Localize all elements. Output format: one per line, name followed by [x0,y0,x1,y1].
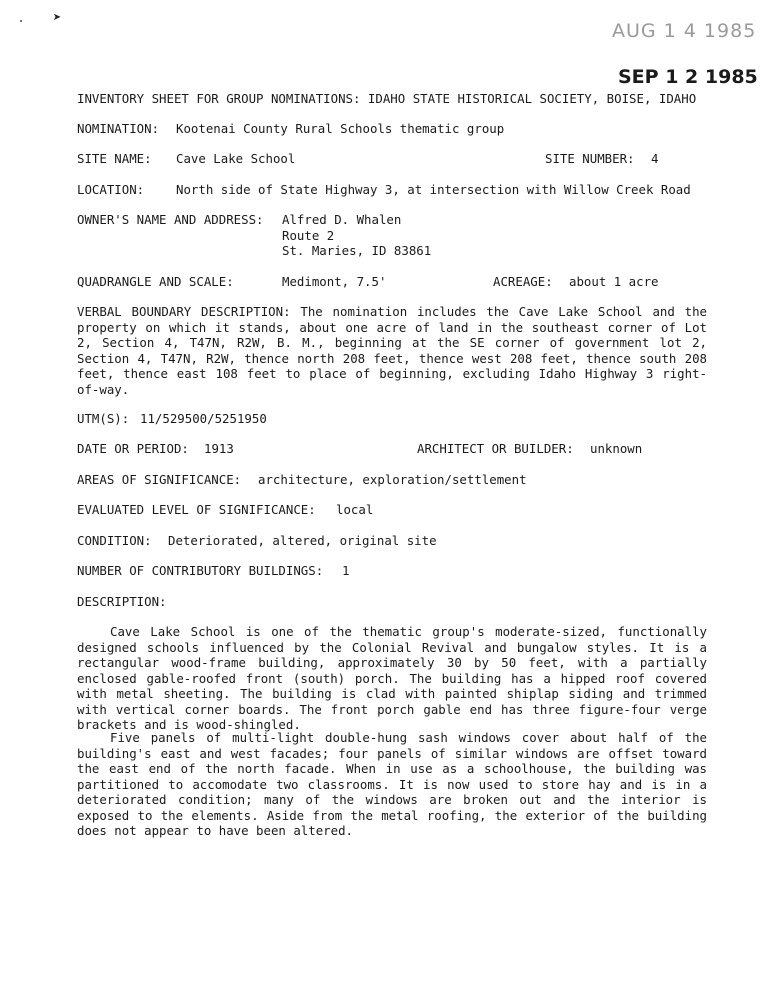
buildings-value: 1 [342,563,350,578]
condition-value: Deteriorated, altered, original site [168,533,437,548]
site-number-value: 4 [651,151,659,166]
boundary-text: The nomination includes the Cave Lake School and the property on which it stands, about one acre of land in the southeast corner of Lot 2, Section 4, T47N, R2W, B. M., beginning at the SE corner of government lot 2, Section 4, T47N, R2W, thence north 208 feet, thence west 208 feet, thence south 208 feet, thence east 108 feet to place of beginning, excluding Idaho Highway 3 right-of-way. [77,304,708,397]
date-label: DATE OR PERIOD: [77,441,189,456]
areas-label: AREAS OF SIGNIFICANCE: [77,472,242,487]
boundary-label: VERBAL BOUNDARY DESCRIPTION: [77,304,291,319]
acreage-label: ACREAGE: [493,274,553,289]
level-label: EVALUATED LEVEL OF SIGNIFICANCE: [77,502,316,517]
entered-date-stamp: SEP 1 2 1985 [618,66,758,88]
quadrangle-label: QUADRANGLE AND SCALE: [77,274,234,289]
site-number-label: SITE NUMBER: [545,151,635,166]
owner-label: OWNER'S NAME AND ADDRESS: [77,212,264,227]
location-value: North side of State Highway 3, at intersection with Willow Creek Road [176,182,691,197]
architect-value: unknown [590,441,643,456]
description-paragraph-2: Five panels of multi-light double-hung sash windows cover about half of the building's east and west facades; four panels of similar windows are offset toward the east end of the north facade. When in use as a schoolhouse, the building was partitioned to accomodate two classrooms. It is now used to store hay and is in a deteriorated condition; many of the windows are broken out and the interior is exposed to the elements. Aside from the metal roofing, the exterior of the building does not appear to have been altered. [77,730,707,838]
description-paragraph-1: Cave Lake School is one of the thematic group's moderate-sized, functionally designed schools influenced by the Colonial Revival and bungalow styles. It is a rectangular wood-frame building, approximately 30 by 50 feet, with a partially enclosed gable-roofed front (south) porch. The building has a hipped roof covered with metal sheeting. The building is clad with painted shiplap siding and trimmed with vertical corner boards. The front porch gable end has three figure-four verge brackets and is wood-shingled. [77,624,707,732]
quadrangle-value: Medimont, 7.5' [282,274,387,289]
acreage-value: about 1 acre [569,274,659,289]
areas-value: architecture, exploration/settlement [258,472,527,487]
boundary-description [77,304,707,397]
architect-label: ARCHITECT OR BUILDER: [417,441,574,456]
received-date-stamp: AUG 1 4 1985 [612,20,757,42]
condition-label: CONDITION: [77,533,152,548]
utm-label: UTM(S): [77,411,130,426]
description-label: DESCRIPTION: [77,594,167,609]
location-label: LOCATION: [77,182,145,197]
nomination-label: NOMINATION: [77,121,160,136]
buildings-label: NUMBER OF CONTRIBUTORY BUILDINGS: [77,563,324,578]
owner-address-line-1: Route 2 [282,228,335,243]
site-name-value: Cave Lake School [176,151,296,166]
owner-address-line-2: St. Maries, ID 83861 [282,243,432,258]
date-value: 1913 [204,441,234,456]
owner-name: Alfred D. Whalen [282,212,402,227]
site-name-label: SITE NAME: [77,151,152,166]
document-title: INVENTORY SHEET FOR GROUP NOMINATIONS: IDAHO STATE HISTORICAL SOCIETY, BOISE, IDAHO [77,91,697,106]
level-value: local [336,502,374,517]
scan-speck [20,20,22,22]
corner-mark-icon: ➤ [53,10,62,26]
utm-value: 11/529500/5251950 [140,411,267,426]
nomination-value: Kootenai County Rural Schools thematic group [176,121,505,136]
